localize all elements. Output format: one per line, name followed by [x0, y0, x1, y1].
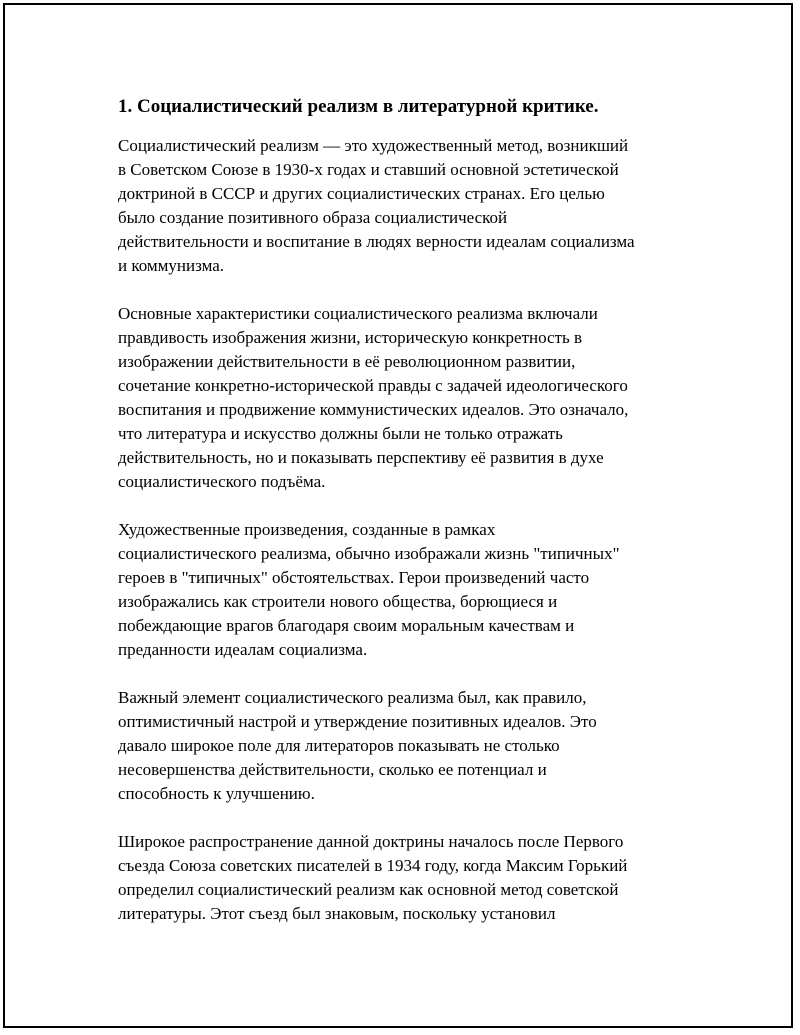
paragraph-line: социалистического реализма, обычно изображали жизнь "типичных"	[118, 544, 620, 563]
paragraph-line: что литература и искусство должны были не только отражать	[118, 424, 563, 443]
paragraph-line: правдивость изображения жизни, историческую конкретность в	[118, 328, 583, 347]
paragraph-5	[118, 830, 688, 926]
section-title: 1. Социалистический реализм в литературной критике.	[118, 96, 599, 117]
paragraph-line: героев в "типичных" обстоятельствах. Герои произведений часто	[118, 568, 590, 587]
paragraph-line: Важный элемент социалистического реализма был, как правило,	[118, 688, 587, 707]
paragraph-line: несовершенства действительности, сколько ее потенциал и	[118, 760, 547, 779]
paragraph-line: было создание позитивного образа социалистической	[118, 208, 508, 227]
paragraph-line: в Советском Союзе в 1930-х годах и ставший основной эстетической	[118, 160, 619, 179]
document-body	[118, 94, 688, 950]
paragraph-line: побеждающие врагов благодаря своим моральным качествам и	[118, 616, 575, 635]
paragraph-4	[118, 686, 688, 806]
paragraph-line: действительности и воспитание в людях верности идеалам социализма	[118, 232, 635, 251]
paragraph-line: и коммунизма.	[118, 256, 225, 275]
paragraph-line: давало широкое поле для литераторов показывать не столько	[118, 736, 560, 755]
paragraph-3	[118, 518, 688, 662]
paragraph-line: изображались как строители нового общества, борющиеся и	[118, 592, 558, 611]
paragraph-1	[118, 134, 688, 278]
paragraph-line: социалистического подъёма.	[118, 472, 326, 491]
paragraph-line: Широкое распространение данной доктрины началось после Первого	[118, 832, 624, 851]
paragraph-line: Художественные произведения, созданные в рамках	[118, 520, 496, 539]
paragraph-2	[118, 302, 688, 494]
paragraph-line: сочетание конкретно-исторической правды с задачей идеологического	[118, 376, 628, 395]
paragraph-line: оптимистичный настрой и утверждение позитивных идеалов. Это	[118, 712, 597, 731]
paragraph-line: способность к улучшению.	[118, 784, 315, 803]
paragraph-line: действительность, но и показывать перспективу её развития в духе	[118, 448, 604, 467]
paragraph-line: воспитания и продвижение коммунистических идеалов. Это означало,	[118, 400, 629, 419]
paragraph-line: съезда Союза советских писателей в 1934 году, когда Максим Горький	[118, 856, 628, 875]
paragraph-line: Основные характеристики социалистического реализма включали	[118, 304, 598, 323]
paragraph-line: Социалистический реализм — это художественный метод, возникший	[118, 136, 629, 155]
paragraph-line: изображении действительности в её революционном развитии,	[118, 352, 576, 371]
paragraph-line: определил социалистический реализм как основной метод советской	[118, 880, 619, 899]
paragraph-line: доктриной в СССР и других социалистических странах. Его целью	[118, 184, 605, 203]
paragraph-line: преданности идеалам социализма.	[118, 640, 368, 659]
paragraph-line: литературы. Этот съезд был знаковым, поскольку установил	[118, 904, 556, 923]
